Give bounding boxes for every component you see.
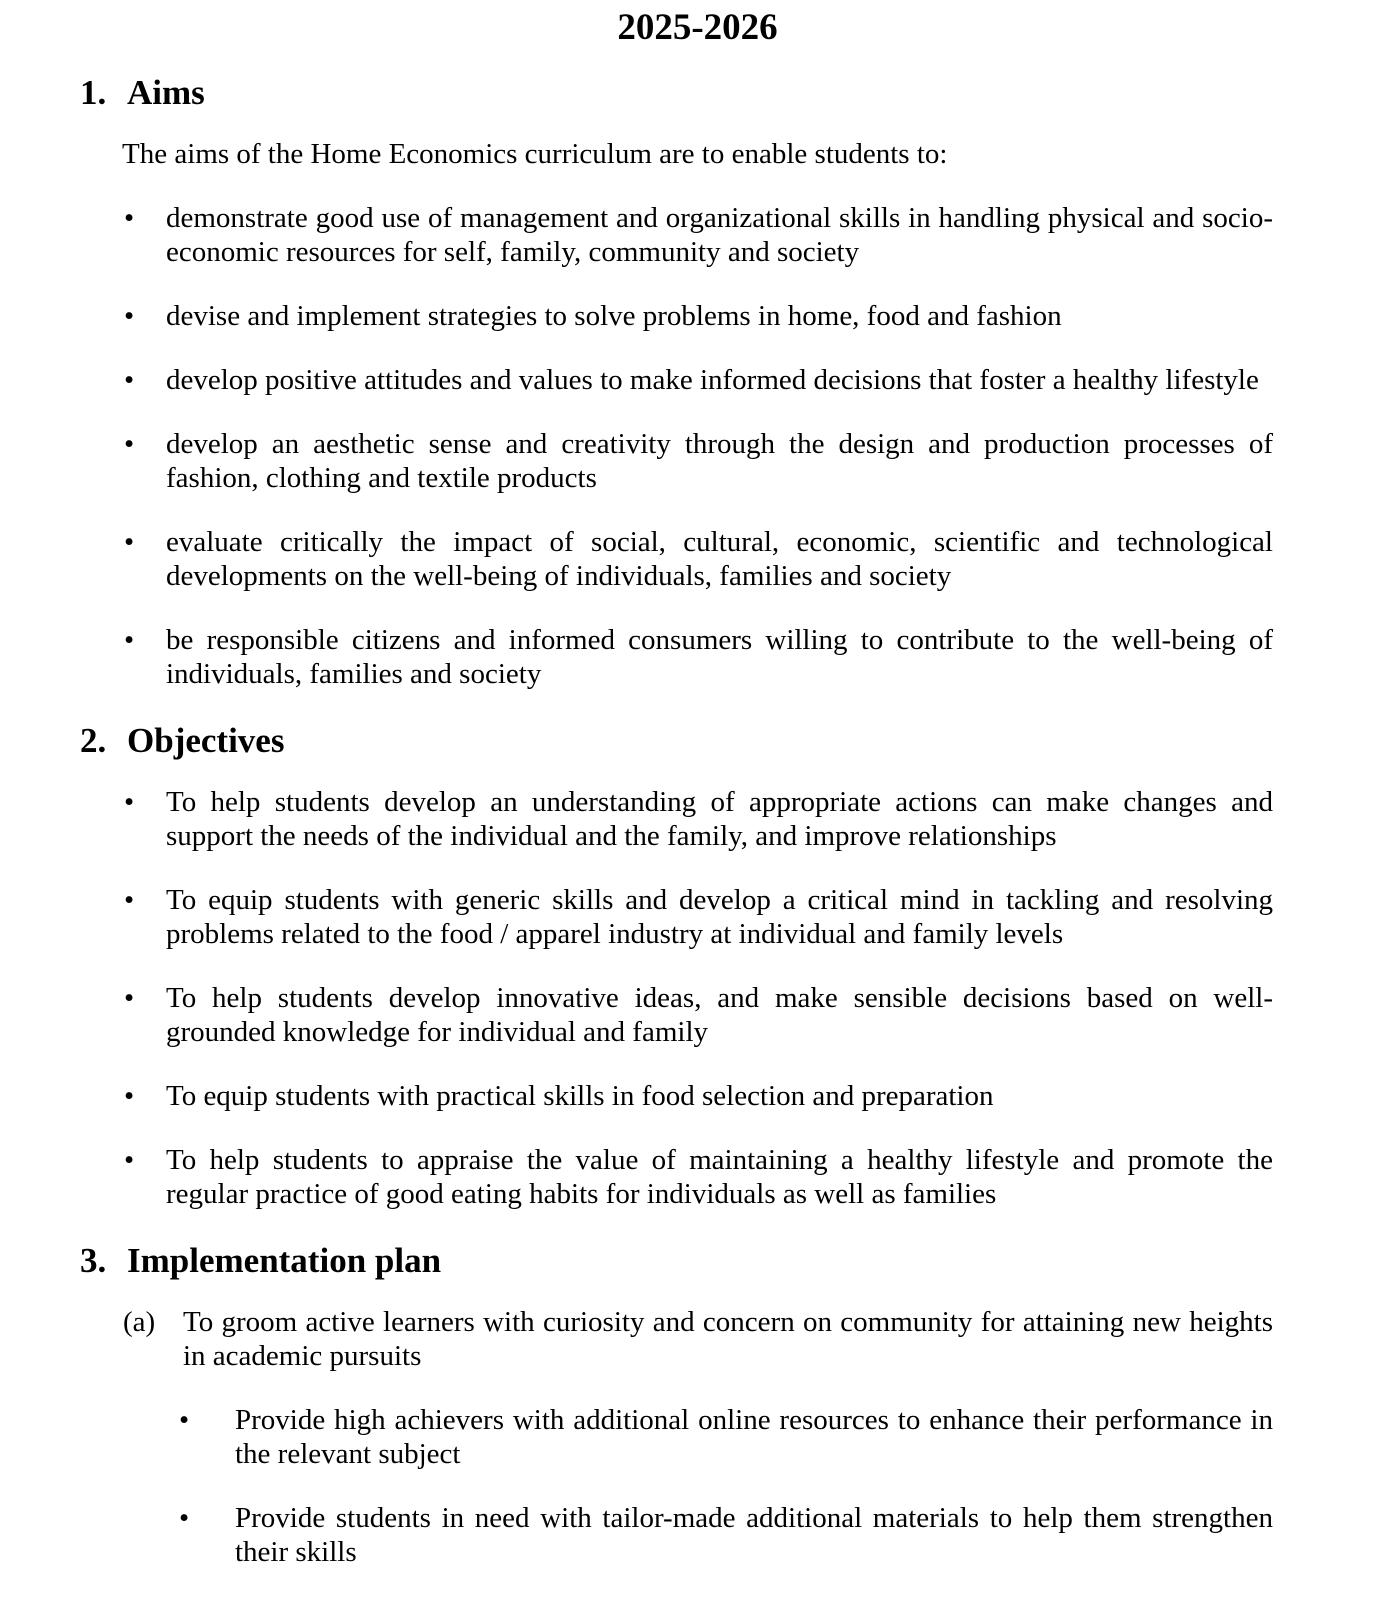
list-item	[124, 427, 1273, 495]
bullet-text: be responsible citizens and informed consumers willing to contribute to the well-being of individuals, families and society	[166, 624, 1273, 690]
section-title: Objectives	[127, 721, 285, 760]
section-heading-objectives	[80, 721, 1273, 761]
bullet-text: To help students to appraise the value of maintaining a healthy lifestyle and promote the regular practice of good eating habits for individuals as well as families	[166, 1144, 1273, 1210]
bullet-text: demonstrate good use of management and organizational skills in handling physical and socio-economic resources for self, family, community and society	[166, 202, 1273, 268]
bullet-icon: •	[179, 1502, 190, 1534]
bullet-icon: •	[124, 624, 135, 656]
list-item	[124, 363, 1273, 397]
list-item	[124, 1143, 1273, 1211]
section-title: Aims	[127, 73, 205, 112]
bullet-text: Provide high achievers with additional online resources to enhance their performance in the relevant subject	[235, 1404, 1273, 1470]
bullet-text: develop an aesthetic sense and creativity through the design and production processes of fashion, clothing and textile products	[166, 428, 1273, 494]
bullet-text: To help students develop an understanding of appropriate actions can make changes and support the needs of the individual and the family, and improve relationships	[166, 786, 1273, 852]
bullet-text: To equip students with generic skills and develop a critical mind in tackling and resolving problems related to the food / apparel industry at individual and family levels	[166, 884, 1273, 950]
lettered-item-a	[123, 1305, 1273, 1373]
bullet-icon: •	[124, 1080, 135, 1112]
bullet-icon: •	[124, 300, 135, 332]
section-heading-implementation-plan	[80, 1241, 1273, 1281]
bullet-text: To help students develop innovative ideas, and make sensible decisions based on well-grounded knowledge for individual and family	[166, 982, 1273, 1048]
list-item	[124, 525, 1273, 593]
bullet-text: Provide students in need with tailor-made additional materials to help them strengthen their skills	[235, 1502, 1273, 1568]
section-number: 1.	[80, 73, 107, 112]
sub-list-item	[179, 1501, 1273, 1569]
list-item	[124, 785, 1273, 853]
aims-intro-paragraph: The aims of the Home Economics curriculum are to enable students to:	[122, 138, 948, 170]
bullet-text: evaluate critically the impact of social, cultural, economic, scientific and technological developments on the well-being of individuals, families and society	[166, 526, 1273, 592]
list-item	[124, 201, 1273, 269]
page-title: 2025-2026	[617, 7, 778, 48]
item-text: To groom active learners with curiosity and concern on community for attaining new heights in academic pursuits	[183, 1306, 1273, 1372]
sub-list-item	[179, 1403, 1273, 1471]
section-title: Implementation plan	[127, 1241, 442, 1280]
section-number: 2.	[80, 721, 107, 760]
bullet-icon: •	[124, 982, 135, 1014]
section-heading-aims	[80, 73, 1273, 113]
bullet-icon: •	[124, 364, 135, 396]
bullet-icon: •	[124, 428, 135, 460]
bullet-icon: •	[124, 884, 135, 916]
bullet-icon: •	[124, 526, 135, 558]
item-label: (a)	[123, 1306, 156, 1338]
section-number: 3.	[80, 1241, 107, 1280]
bullet-icon: •	[124, 786, 135, 818]
list-item	[124, 981, 1273, 1049]
bullet-text: devise and implement strategies to solve problems in home, food and fashion	[166, 300, 1062, 332]
bullet-text: develop positive attitudes and values to make informed decisions that foster a healthy lifestyle	[166, 364, 1259, 396]
bullet-text: To equip students with practical skills in food selection and preparation	[166, 1080, 994, 1112]
list-item	[124, 623, 1273, 691]
list-item	[124, 1079, 1273, 1113]
bullet-icon: •	[124, 202, 135, 234]
bullet-icon: •	[124, 1144, 135, 1176]
bullet-icon: •	[179, 1404, 190, 1436]
list-item	[124, 883, 1273, 951]
list-item	[124, 299, 1273, 333]
